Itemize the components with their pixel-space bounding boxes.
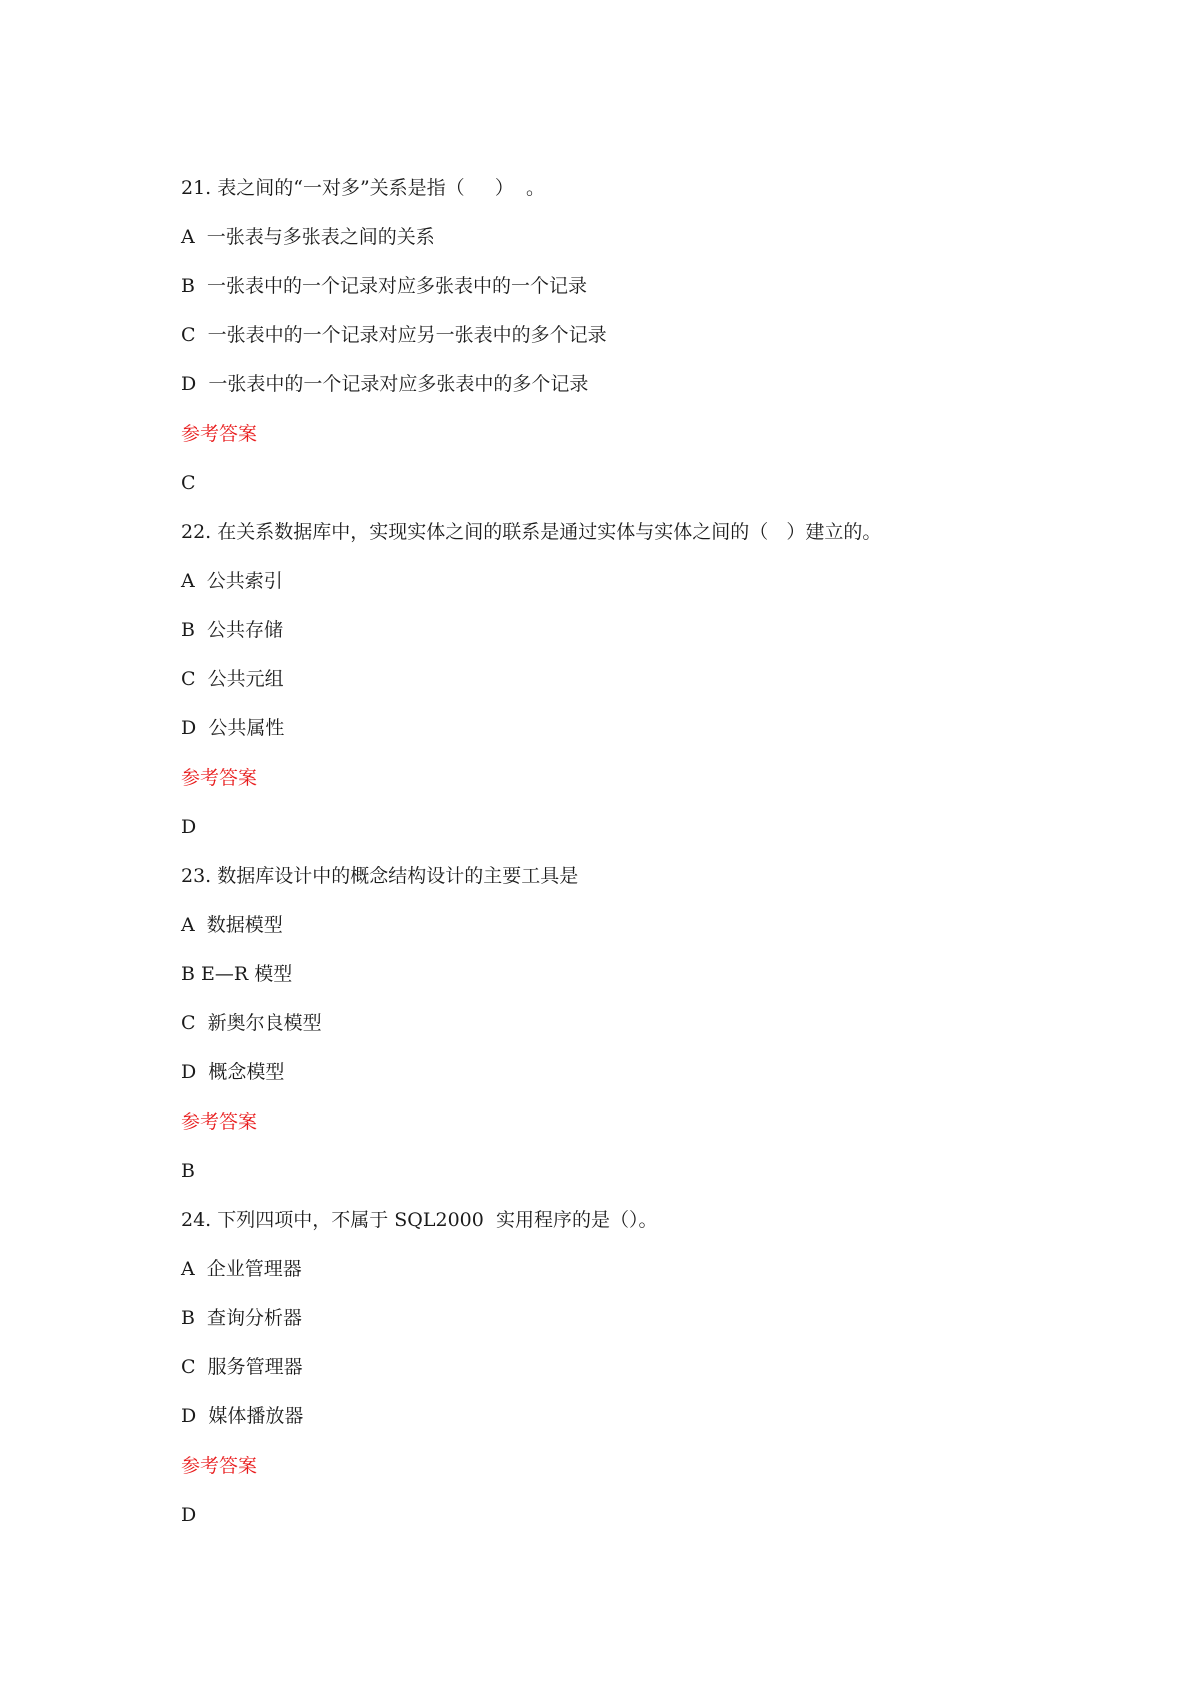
option-d: D 概念模型 <box>181 1061 285 1083</box>
answer-value: B <box>181 1160 195 1182</box>
question-stem: 21. 表之间的“一对多”关系是指（ ） 。 <box>181 177 545 199</box>
option-a: A 数据模型 <box>181 914 283 936</box>
option-b: B 一张表中的一个记录对应多张表中的一个记录 <box>181 275 588 297</box>
option-b: B E—R 模型 <box>181 963 293 985</box>
option-c: C 一张表中的一个记录对应另一张表中的多个记录 <box>181 324 607 346</box>
option-d: D 一张表中的一个记录对应多张表中的多个记录 <box>181 373 589 395</box>
question-stem: 23. 数据库设计中的概念结构设计的主要工具是 <box>181 865 579 887</box>
option-d: D 公共属性 <box>181 717 285 739</box>
option-c: C 公共元组 <box>181 668 284 690</box>
answer-heading: 参考答案 <box>181 423 258 445</box>
question-stem: 24. 下列四项中，不属于 SQL2000 实用程序的是（）。 <box>181 1209 658 1231</box>
answer-heading: 参考答案 <box>181 1455 258 1477</box>
answer-value: C <box>181 472 196 494</box>
option-a: A 一张表与多张表之间的关系 <box>181 226 435 248</box>
question-stem: 22. 在关系数据库中，实现实体之间的联系是通过实体与实体之间的（ ）建立的。 <box>181 521 882 543</box>
answer-value: D <box>181 1504 197 1526</box>
option-a: A 公共索引 <box>181 570 283 592</box>
option-c: C 服务管理器 <box>181 1356 303 1378</box>
answer-heading: 参考答案 <box>181 767 258 789</box>
option-a: A 企业管理器 <box>181 1258 302 1280</box>
option-c: C 新奥尔良模型 <box>181 1012 322 1034</box>
option-d: D 媒体播放器 <box>181 1405 304 1427</box>
option-b: B 公共存储 <box>181 619 284 641</box>
option-b: B 查询分析器 <box>181 1307 303 1329</box>
answer-heading: 参考答案 <box>181 1111 258 1133</box>
answer-value: D <box>181 816 197 838</box>
